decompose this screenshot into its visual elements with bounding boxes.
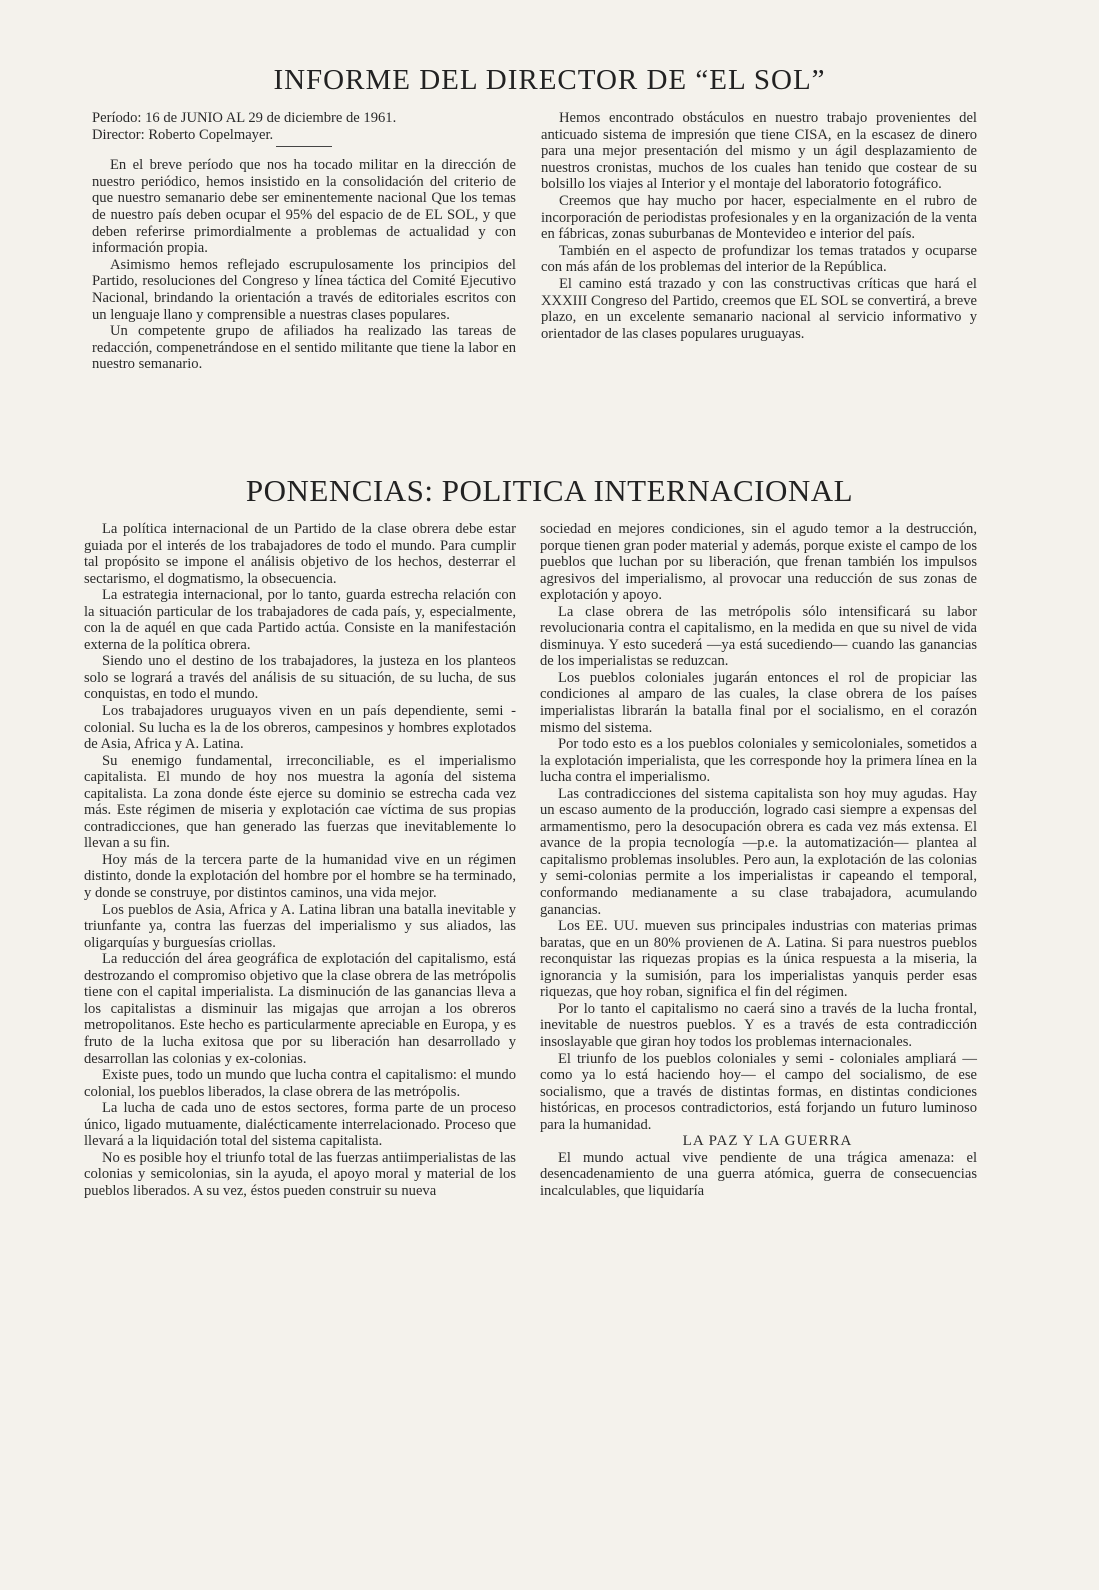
paragraph: Los pueblos de Asia, Africa y A. Latina libran una batalla inevitable y triunfante ya, contra las fuerzas del imperialismo y sus aliados, las oligarquías y burguesías criollas. [84, 901, 516, 951]
paragraph: Creemos que hay mucho por hacer, especialmente en el rubro de incorporación de periodistas profesionales y en la organización de la venta en fábricas, zonas suburbanas de Montevideo e interior del país. [541, 192, 977, 243]
paragraph: Siendo uno el destino de los trabajadores, la justeza en los planteos solo se logrará a través del análisis de su situación, de su lucha, de sus conquistas, en todo el mundo. [84, 653, 516, 703]
paragraph: El camino está trazado y con las constructivas críticas que hará el XXXIII Congreso del Partido, creemos que EL SOL se convertirá, a breve plazo, en un excelente semanario nacional al servicio informativo y orientador de las clases populares uruguayas. [541, 275, 977, 342]
paragraph: Por todo esto es a los pueblos coloniales y semicoloniales, sometidos a la explotación imperialista, que les corresponde hoy la primera línea en la lucha contra el imperialismo. [540, 736, 977, 786]
paragraph: La política internacional de un Partido de la clase obrera debe estar guiada por el interés de los trabajadores de todo el mundo. Para cumplir tal propósito se impone el análisis objetivo de los hechos, desterrar el sectarismo, el dogmatismo, la obsecuencia. [84, 521, 516, 587]
paragraph: Un competente grupo de afiliados ha realizado las tareas de redacción, compenetrándose en el sentido militante que tiene la labor en nuestro semanario. [92, 323, 516, 373]
divider-rule [276, 146, 332, 147]
ponencias-title: PONENCIAS: POLITICA INTERNACIONAL [245, 473, 854, 508]
ponencias-column-right [540, 521, 977, 1199]
paragraph: Hemos encontrado obstáculos en nuestro trabajo provenientes del anticuado sistema de impresión que tiene CISA, en la escasez de dinero para una mejor presentación del mismo y un ágil desplazamiento de nuestros cronistas, muchos de los cuales han tenido que costear de su bolsillo los viajes al Interior y el montaje del laboratorio fotográfico. [541, 110, 977, 193]
paragraph: Las contradicciones del sistema capitalista son hoy muy agudas. Hay un escaso aumento de la producción, logrado casi siempre a expensas del armamentismo, pero la desocupación obrera es cada vez más extensa. El avance de la propia tecnología —p.e. la automatización— plantea al capitalismo problemas insolubles. Pero aun, la explotación de las colonias y semi-colonias permite a los imperialistas ir capeando el temporal, conformando medianamente a su clase trabajadora, acumulando ganancias. [540, 785, 977, 918]
paragraph: Los EE. UU. mueven sus principales industrias con materias primas baratas, que en un 80% provienen de A. Latina. Si para nuestros pueblos reconquistar las riquezas propias es la única respuesta a la miseria, la ignorancia y la sumisión, para los imperialistas yanquis perder esas riquezas, que hoy roban, significa el fin del régimen. [540, 918, 977, 1001]
paragraph: En el breve período que nos ha tocado militar en la dirección de nuestro periódico, hemos insistido en la consolidación del criterio de que nuestro semanario debe ser eminentemente nacional Que los temas de nuestro país deben ocupar el 95% del espacio de de EL SOL, y que deben referirse primordialmente a problemas de actualidad y con información propia. [92, 157, 516, 257]
paragraph: La clase obrera de las metrópolis sólo intensificará su labor revolucionaria contra el capitalismo, en la medida en que su nivel de vida disminuya. Y esto sucederá —ya está sucediendo— cuando las ganancias de los imperialistas se reduzcan. [540, 603, 977, 670]
paragraph: Los trabajadores uruguayos viven en un país dependiente, semi - colonial. Su lucha es la de los obreros, campesinos y hombres explotados de Asia, Africa y A. Latina. [84, 703, 516, 753]
paragraph: La estrategia internacional, por lo tanto, guarda estrecha relación con la situación particular de los trabajadores de cada país, y, especialmente, con la de aquél en que cada Partido actúa. Consiste en la manifestación externa de la política obrera. [84, 587, 516, 653]
report-column-right [541, 110, 977, 342]
paragraph: También en el aspecto de profundizar los temas tratados y ocuparse con más afán de los problemas del interior de la República. [541, 242, 977, 276]
paragraph: Los pueblos coloniales jugarán entonces el rol de propiciar las condiciones al amparo de las cuales, la clase obrera de los países imperialistas librarán la batalla final por el socialismo, en el corazón mismo del sistema. [540, 669, 977, 736]
paragraph: Por lo tanto el capitalismo no caerá sino a través de la lucha frontal, inevitable de nuestros pueblos. Y es a través de esta contradicción insoslayable que giran hoy todos los problemas internacionales. [540, 1000, 977, 1050]
paragraph: Hoy más de la tercera parte de la humanidad vive en un régimen distinto, donde la explotación del hombre por el hombre se ha terminado, y donde se construye, por distintos caminos, una vida mejor. [84, 851, 516, 902]
paragraph: Su enemigo fundamental, irreconciliable, es el imperialismo capitalista. El mundo de hoy nos muestra la agonía del sistema capitalista. La zona donde éste ejerce su dominio se estrecha cada vez más. Este régimen de miseria y explotación cae víctima de sus propias contradicciones, que han generado las fuerzas que inevitablemente lo llevan a su fin. [84, 752, 516, 852]
paragraph: El triunfo de los pueblos coloniales y semi - coloniales ampliará —como ya lo está haciendo hoy— el campo del socialismo, de ese socialismo, que a través de distintas formas, en distintas condiciones históricas, en procesos contradictorios, está forjando un futuro luminoso para la humanidad. [540, 1050, 977, 1133]
paragraph: Existe pues, todo un mundo que lucha contra el capitalismo: el mundo colonial, los pueblos liberados, la clase obrera de las metrópolis. [84, 1067, 516, 1100]
report-title: INFORME DEL DIRECTOR DE “EL SOL” [273, 64, 826, 96]
paragraph: La lucha de cada uno de estos sectores, forma parte de un proceso único, ligado mutuamente, dialécticamente interrelacionado. Proceso que llevará a la liquidación total del sistema capitalista. [84, 1100, 516, 1150]
report-period: Período: 16 de JUNIO AL 29 de diciembre de 1961. [92, 110, 397, 126]
report-director: Director: Roberto Copelmayer. [92, 126, 274, 143]
paragraph: No es posible hoy el triunfo total de las fuerzas antiimperialistas de las colonias y semicolonias, sin la ayuda, el apoyo moral y material de los pueblos liberados. A su vez, éstos pueden construir su nueva [84, 1149, 516, 1199]
paragraph: El mundo actual vive pendiente de una trágica amenaza: el desencadenamiento de una guerra atómica, guerra de consecuencias incalculables, que liquidaría [540, 1149, 977, 1199]
paragraph: sociedad en mejores condiciones, sin el agudo temor a la destrucción, porque tienen gran poder material y además, porque existe el campo de los pueblos que luchan por su liberación, que frenan también los impulsos agresivos del imperialismo, al provocar una reducción de sus zonas de explotación y apoyo. [540, 521, 977, 604]
paragraph: Asimismo hemos reflejado escrupulosamente los principios del Partido, resoluciones del Congreso y línea táctica del Comité Ejecutivo Nacional, brindando la orientación a través de editoriales escritos con un lenguaje llano y comprensible a nuestras clases populares. [92, 256, 516, 323]
section-subheading: LA PAZ Y LA GUERRA [682, 1133, 853, 1150]
ponencias-column-left [84, 521, 516, 1199]
paragraph: La reducción del área geográfica de explotación del capitalismo, está destrozando el compromiso objetivo que la clase obrera de las metrópolis tiene con el capital imperialista. La disminución de las ganancias lleva a los capitalistas a disminuir las migajas que arrojan a los obreros metropolitanos. Este hecho es particularmente apreciable en Europa, y es fruto de la lucha exitosa que por su liberación han desarrollado y desarrollan las colonias y ex-colonias. [84, 951, 516, 1067]
report-column-left [92, 110, 516, 373]
